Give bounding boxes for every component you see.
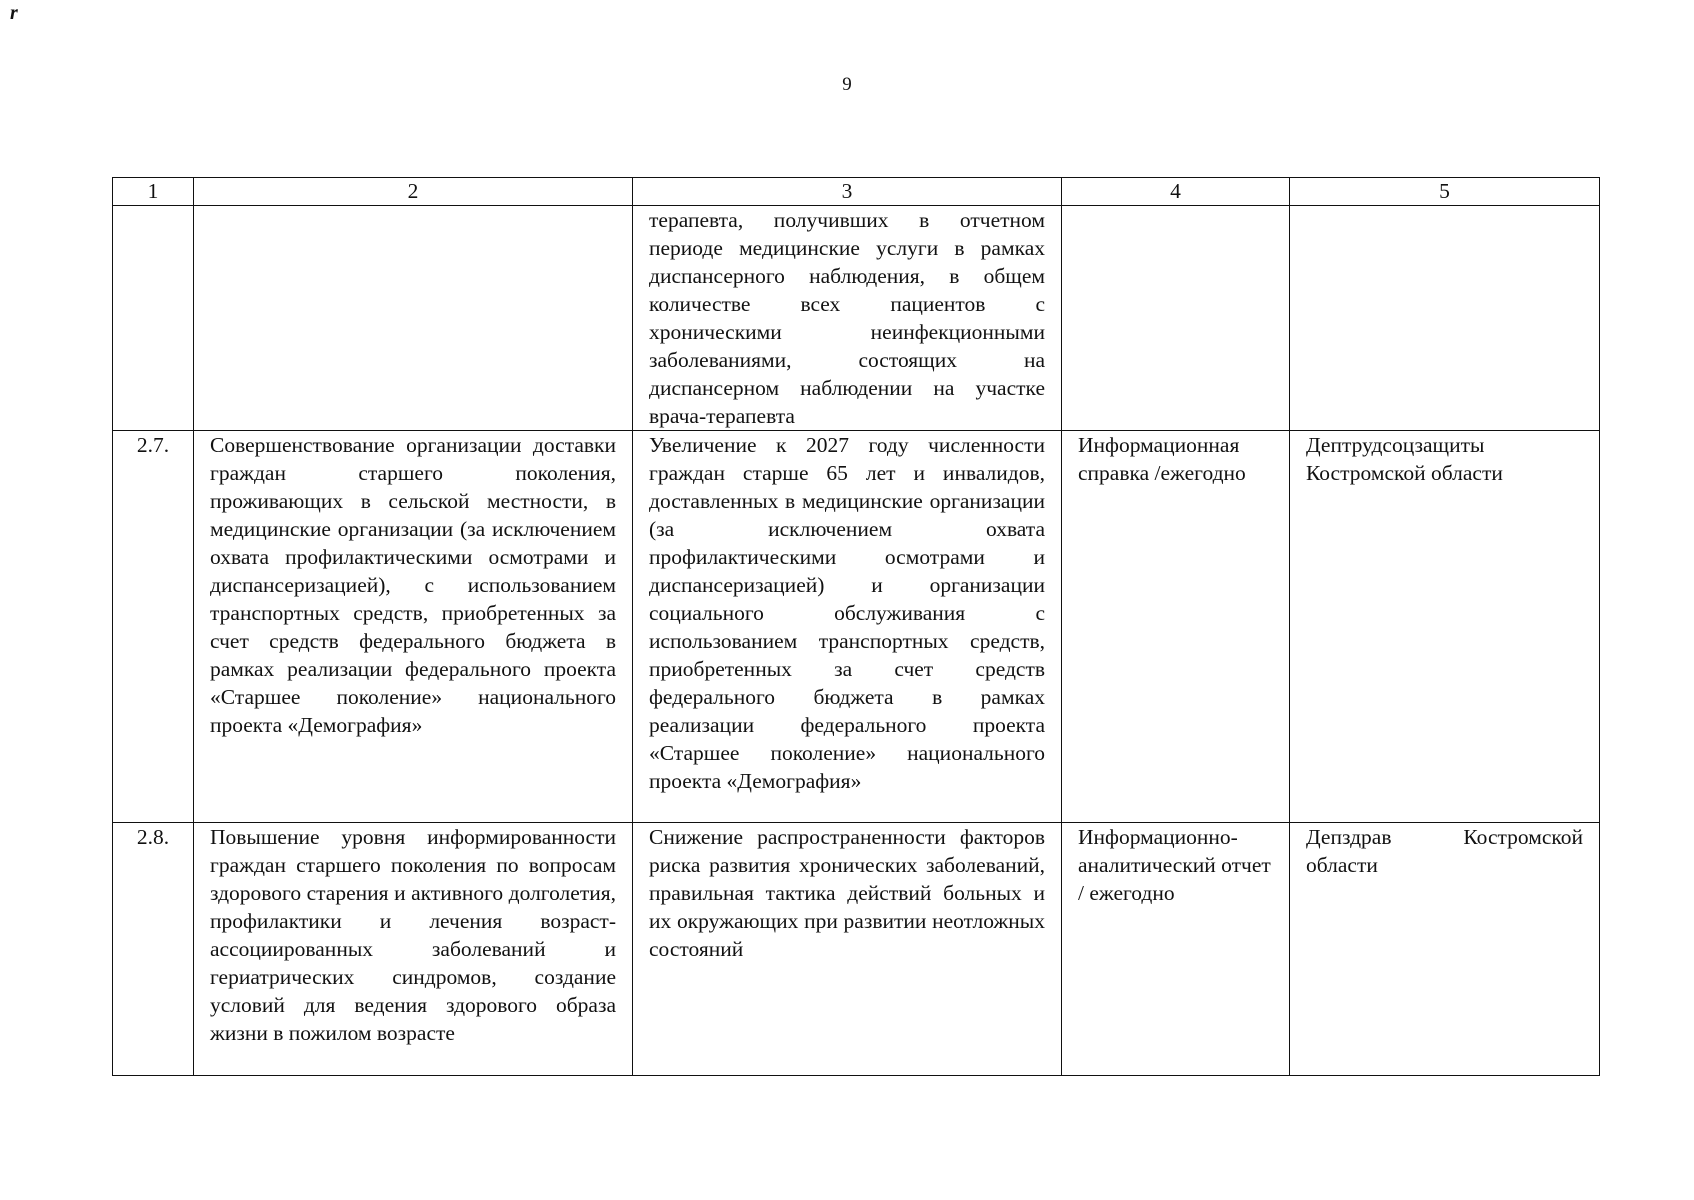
row-number: 2.7. xyxy=(113,431,194,823)
table-row xyxy=(113,823,1600,1076)
report-cell xyxy=(1062,206,1290,431)
measure-cell: Повышение уровня информированности граждан старшего поколения по вопросам здорового старения и активного долголетия, профилактики и лечения возраст-ассоциированных заболеваний и гериатрических синдромов, создание условий для ведения здорового образа жизни в пожилом возрасте xyxy=(194,823,633,1076)
measure-cell: Совершенствование организации доставки граждан старшего поколения, проживающих в сельской местности, в медицинские организации (за исключением охвата профилактическими осмотрами и диспансеризацией), с использованием транспортных средств, приобретенных за счет средств федерального бюджета в рамках реализации федерального проекта «Старшее поколение» национального проекта «Демография» xyxy=(194,431,633,823)
result-cell: Увеличение к 2027 году численности граждан старше 65 лет и инвалидов, доставленных в медицинские организации (за исключением охвата профилактическими осмотрами и диспансеризацией) и организации социального обслуживания с использованием транспортных средств, приобретенных за счет средств федерального бюджета в рамках реализации федерального проекта «Старшее поколение» национального проекта «Демография» xyxy=(633,431,1062,823)
responsible-cell: Депздрав Костромской области xyxy=(1290,823,1600,1076)
table-header-row xyxy=(113,178,1600,206)
row-number xyxy=(113,206,194,431)
header-col-3: 3 xyxy=(633,178,1062,206)
header-col-5: 5 xyxy=(1290,178,1600,206)
row-number: 2.8. xyxy=(113,823,194,1076)
responsible-cell xyxy=(1290,206,1600,431)
page-number: 9 xyxy=(842,74,852,95)
result-cell: терапевта, получивших в отчетном периоде медицинские услуги в рамках диспансерного наблюдения, в общем количестве всех пациентов с хроническими неинфекционными заболеваниями, состоящих на диспансерном наблюдении на участке врача-терапевта xyxy=(633,206,1062,431)
header-col-1: 1 xyxy=(113,178,194,206)
responsible-cell: Дептрудсоцзащиты Костромской области xyxy=(1290,431,1600,823)
plan-table xyxy=(112,177,1600,1076)
table-row xyxy=(113,431,1600,823)
result-cell: Снижение распространенности факторов риска развития хронических заболеваний, правильная тактика действий больных и их окружающих при развитии неотложных состояний xyxy=(633,823,1062,1076)
header-col-2: 2 xyxy=(194,178,633,206)
table-row xyxy=(113,206,1600,431)
measure-cell xyxy=(194,206,633,431)
header-col-4: 4 xyxy=(1062,178,1290,206)
report-cell: Информационная справка /ежегодно xyxy=(1062,431,1290,823)
report-cell: Информационно-аналитический отчет / ежегодно xyxy=(1062,823,1290,1076)
corner-mark: r xyxy=(10,2,18,24)
